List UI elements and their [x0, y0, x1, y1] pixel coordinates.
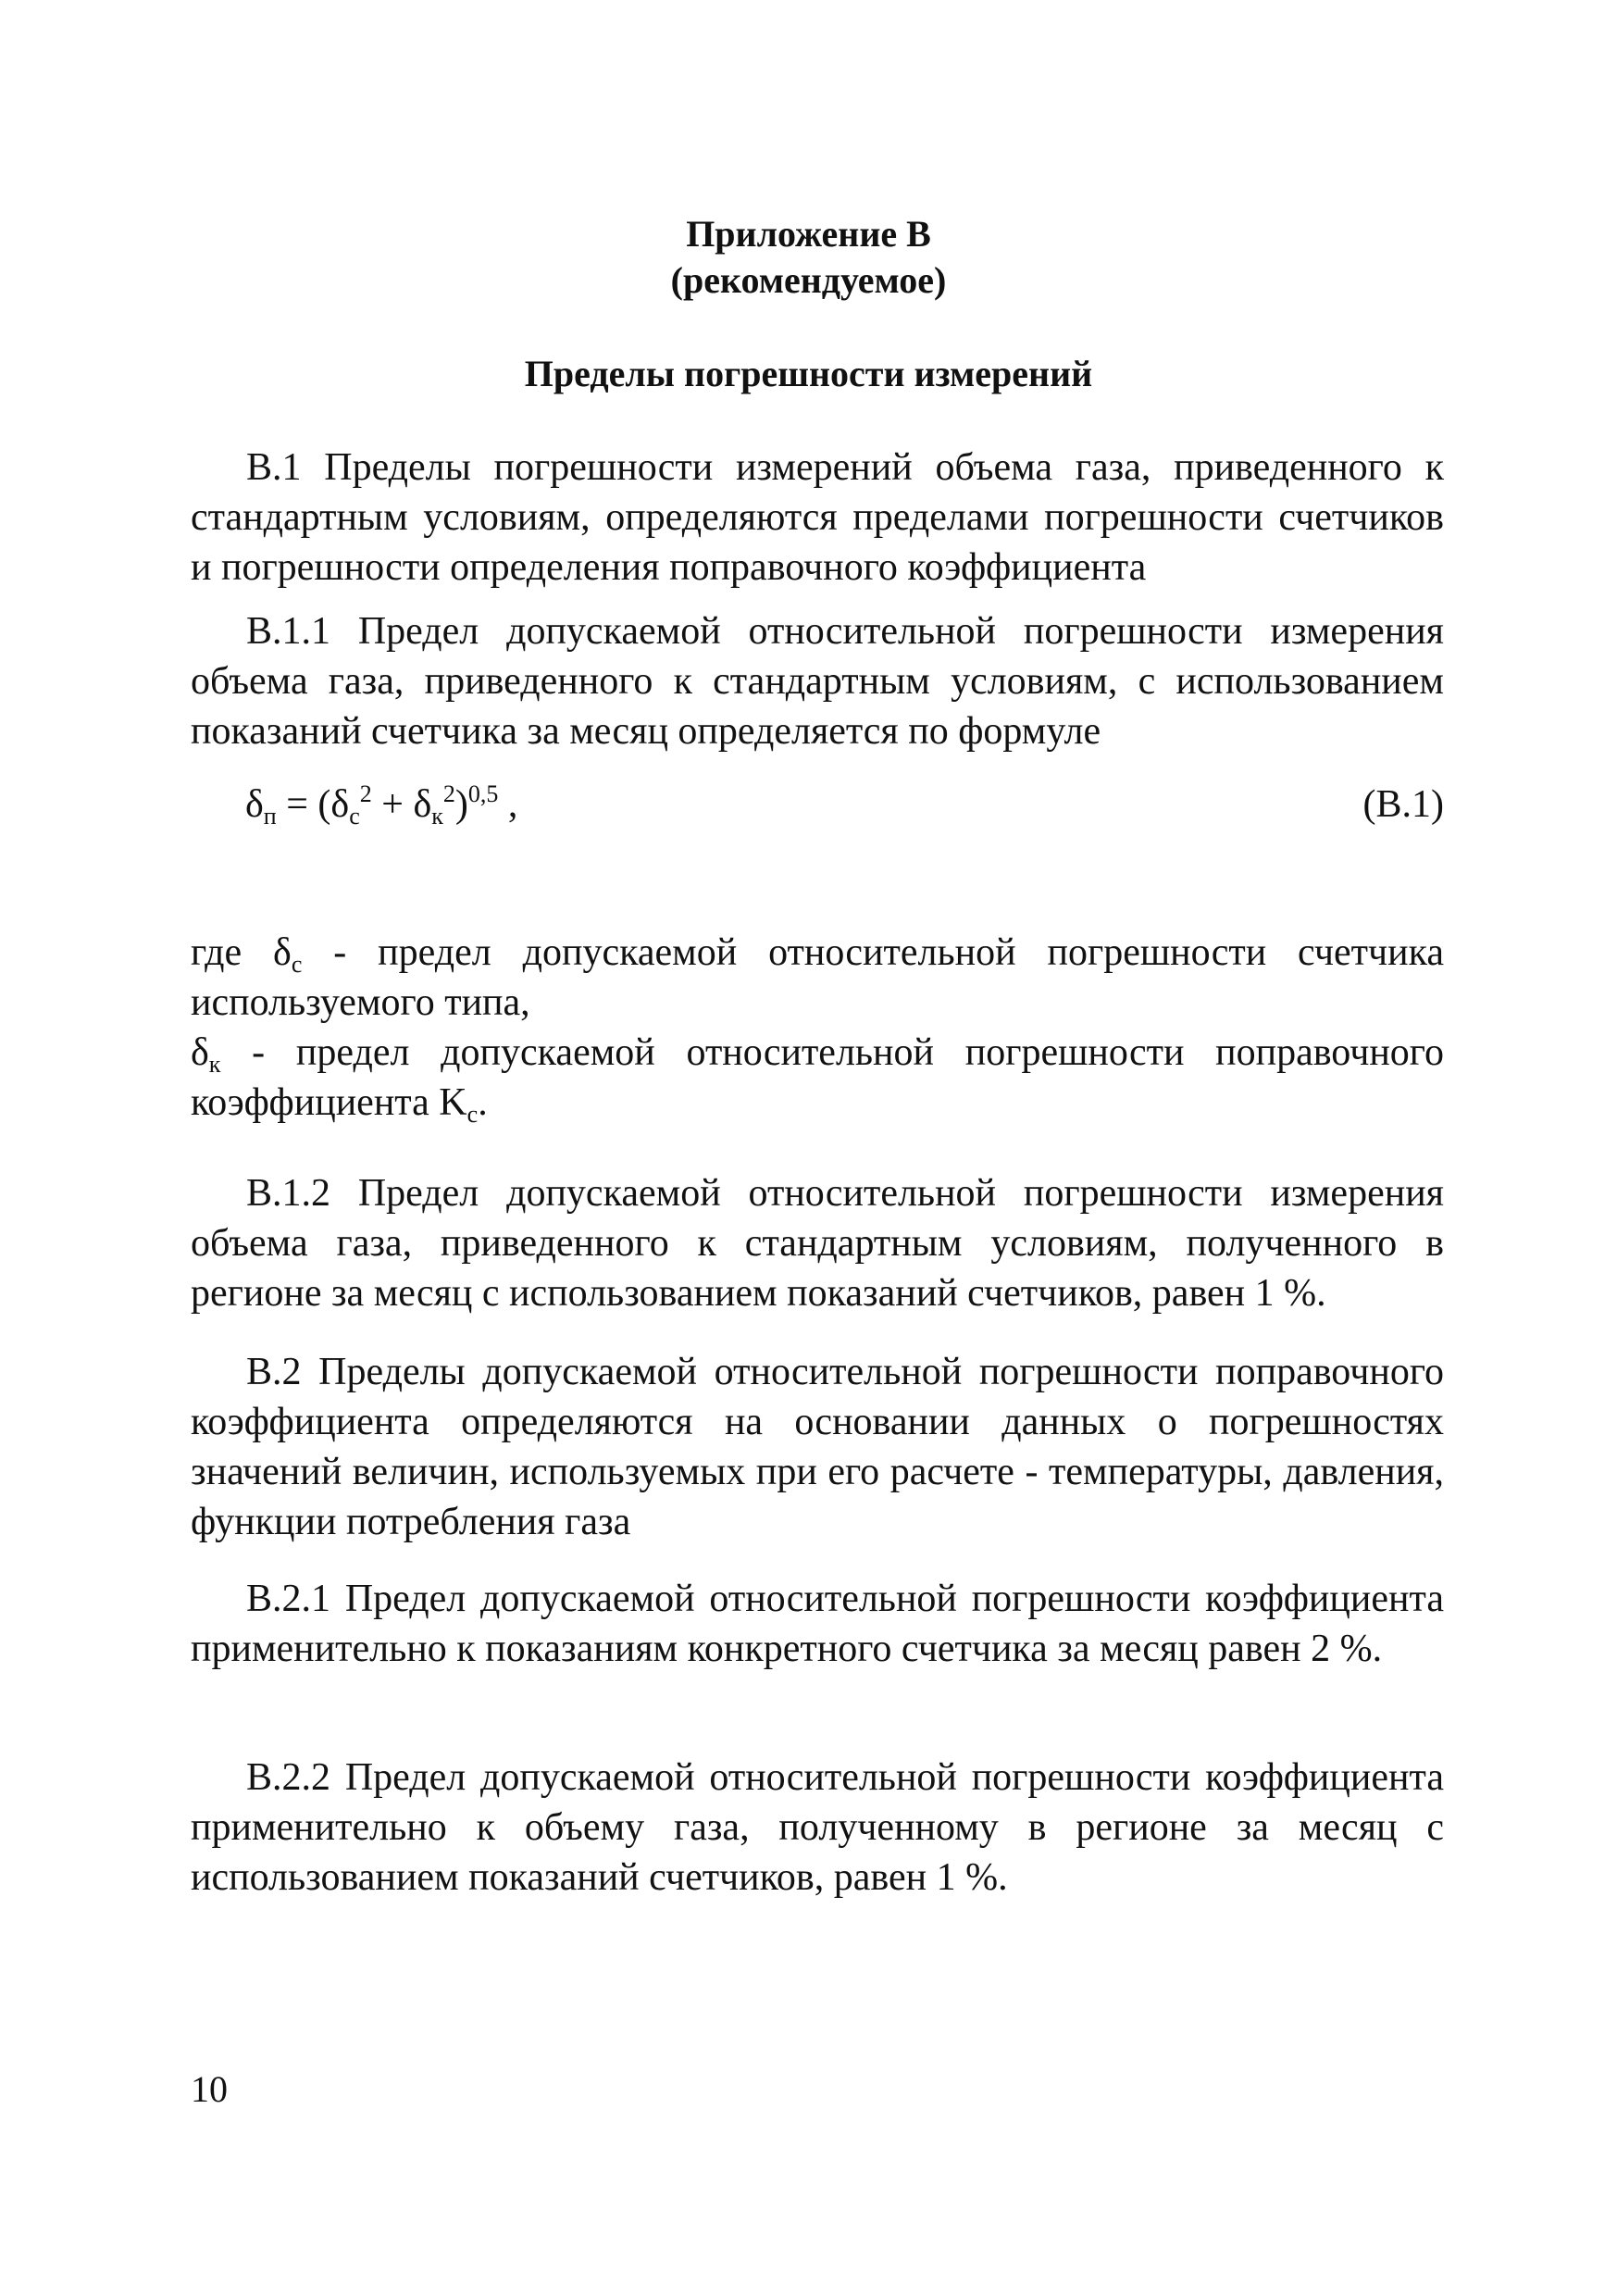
formula-number: (В.1) [1362, 783, 1444, 826]
section-title: Пределы погрешности измерений [524, 353, 1093, 394]
paragraph-b2-1-text: В.2.1 Предел допускаемой относительной погрешности коэффициента применительно к показаниям конкретного счетчика за месяц равен 2 %. [191, 1578, 1444, 1670]
formula: $\delta_п = (\delta_с^2 + \delta_к^2)^{0,5}$ , [245, 780, 518, 830]
where-line-1: где $\delta_с$ - предел допускаемой относительной погрешности счетчика используемого типа, [191, 931, 1444, 1024]
paragraph-b1-text: В.1 Пределы погрешности измерений объема газа, приведенного к стандартным условиям, определяются пределами погрешности счетчиков и погрешности определения поправочного коэффициента [191, 446, 1444, 589]
where-line-2: $\delta_к$ - предел допускаемой относительной погрешности поправочного коэффициента $K_с$. [191, 1031, 1444, 1128]
paragraph-b1-2 [191, 1168, 1444, 1318]
paragraph-b2 [191, 1347, 1444, 1547]
paragraph-b1-1 [191, 606, 1444, 756]
paragraph-b1-1-text: В.1.1 Предел допускаемой относительной погрешности измерения объема газа, приведенного к стандартным условиям, с использованием показаний счетчика за месяц определяется по формуле [191, 610, 1444, 753]
page-number: 10 [191, 2068, 228, 2110]
paragraph-b2-2-text: В.2.2 Предел допускаемой относительной погрешности коэффициента применительно к объему газа, полученному в регионе за месяц с использованием показаний счетчиков, равен 1 %. [191, 1756, 1444, 1899]
paragraph-b1 [191, 443, 1444, 593]
appendix-title: Приложение В [686, 213, 931, 255]
paragraph-b1-2-text: В.1.2 Предел допускаемой относительной погрешности измерения объема газа, приведенного к стандартным условиям, полученного в регионе за месяц с использованием показаний счетчиков, равен 1 %. [191, 1172, 1444, 1315]
paragraph-b2-2 [191, 1753, 1444, 1903]
paragraph-b2-text: В.2 Пределы допускаемой относительной погрешности поправочного коэффициента определяются на основании данных о погрешностях значений величин, используемых при его расчете - температуры, давления, функции потребления газа [191, 1351, 1444, 1543]
appendix-subtitle: (рекомендуемое) [670, 259, 947, 301]
paragraph-b2-1 [191, 1574, 1444, 1674]
